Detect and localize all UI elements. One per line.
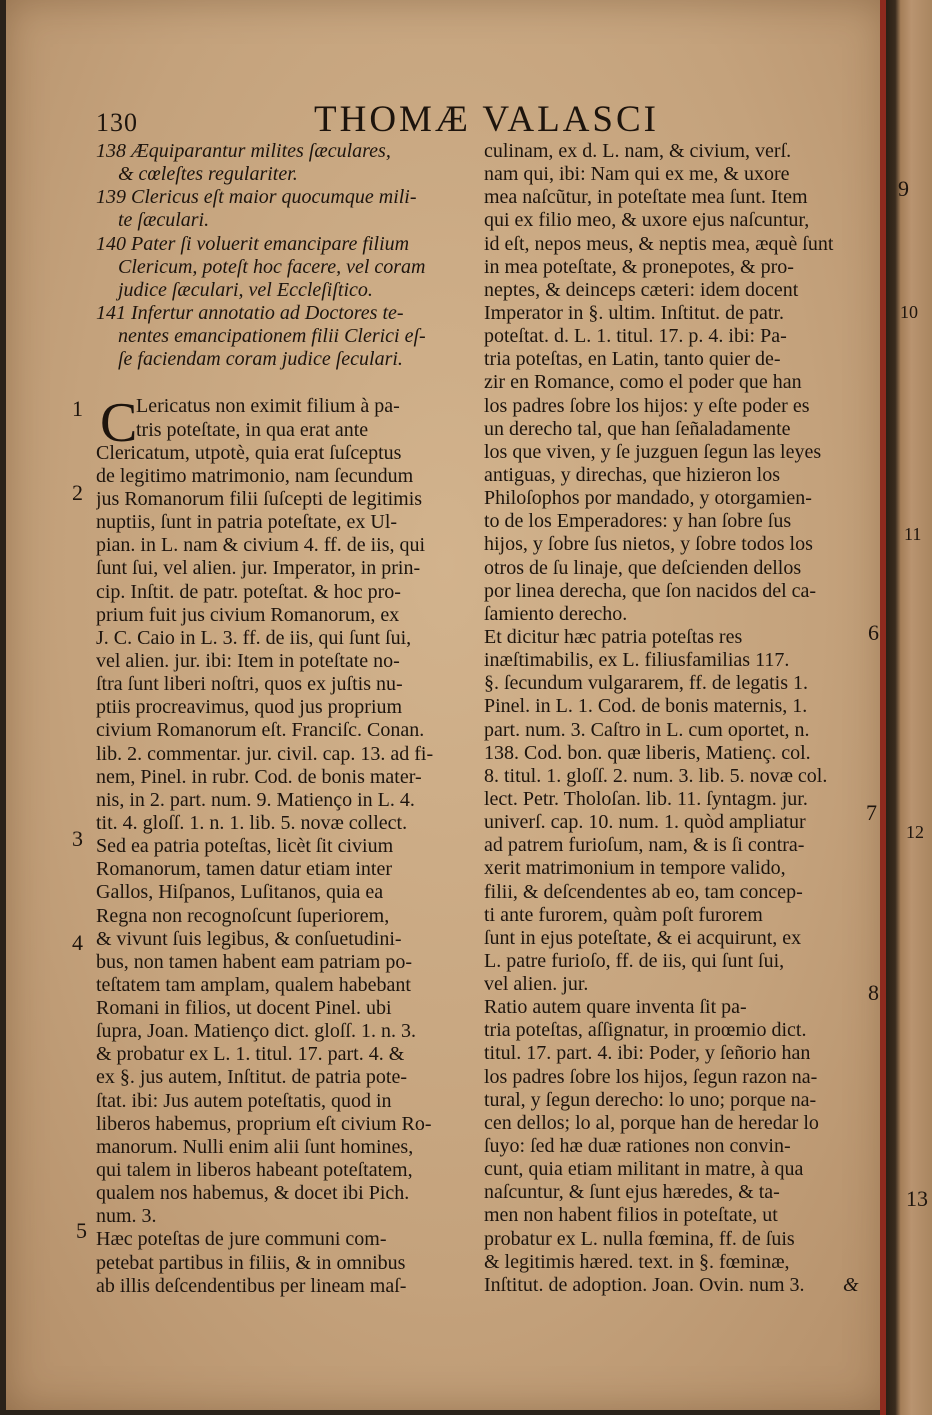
text-line: qui talem in liberos habeant poteſtatem,: [96, 1159, 413, 1182]
text-line: & vivunt ſuis legibus, & conſuetudini-: [96, 927, 402, 950]
text-line: inæſtimabilis, ex L. filiusfamilias 117.: [484, 649, 790, 672]
text-line: los que viven, y ſe juzguen ſegun las leyes: [484, 440, 822, 463]
summary-line: & cœleſtes regulariter.: [118, 163, 298, 186]
text-line: Romani in filios, ut docent Pinel. ubi: [96, 997, 392, 1020]
text-line: qualem nos habemus, & docet ibi Pich.: [96, 1182, 410, 1205]
margin-number: 9: [898, 176, 909, 201]
text-line: univerſ. cap. 10. num. 1. quòd ampliatur: [484, 811, 806, 834]
summary-line: 138 Æquiparantur milites ſæculares,: [96, 140, 391, 162]
text-line: ad patrem furioſum, nam, & is ſi contra-: [484, 834, 805, 857]
margin-number: 7: [866, 800, 877, 825]
margin-number: 8: [868, 980, 879, 1005]
text-line: ſtat. ibi: Jus autem poteſtatis, quod in: [96, 1089, 392, 1112]
text-line: tit. 4. gloſſ. 1. n. 1. lib. 5. novæ collect.: [96, 811, 408, 834]
text-line: ſtra ſunt liberi noſtri, quos ex juſtis nu-: [96, 673, 403, 696]
text-lines: [96, 442, 472, 1298]
text-line: J. C. Caio in L. 3. ff. de iis, qui ſunt ſui,: [96, 626, 412, 649]
text-line: Imperator in §. ultim. Inſtitut. de patr.: [484, 301, 784, 324]
text-line: Philoſophos por mandado, y otorgamien-: [484, 487, 812, 510]
margin-number: 2: [72, 480, 83, 505]
text-line: §. ſecundum vulgararem, ff. de legatis 1.: [484, 672, 808, 695]
summary-line: Clericum, poteſt hoc facere, vel coram: [118, 255, 426, 278]
page-number: 130: [96, 108, 138, 137]
text-line: probatur ex L. nulla fœmina, ff. de ſuis: [484, 1227, 795, 1250]
text-line: L. patre furioſo, ff. de iis, qui ſunt ſui,: [484, 949, 785, 972]
text-line: antiguas, y direchas, que hizieron los: [484, 463, 781, 486]
text-line: tria poteſtas, aſſignatur, in proœmio dict.: [484, 1019, 807, 1042]
text-line: culinam, ex d. L. nam, & civium, verſ.: [484, 140, 792, 162]
text-line: ti ante furorem, quàm poſt furorem: [484, 903, 763, 926]
text-line: Clericatum, utpotè, quia erat ſuſceptus: [96, 441, 402, 464]
body-text-left: [96, 392, 472, 1297]
text-line: Sed ea patria poteſtas, licèt ſit civium: [96, 835, 394, 858]
summary-line: 140 Pater ſi voluerit emancipare filium: [96, 232, 410, 255]
summary-line: judice ſæculari, vel Eccleſiſtico.: [118, 278, 373, 301]
text-line: nem, Pinel. in rubr. Cod. de bonis mater-: [96, 765, 422, 788]
text-line: otros de ſu linaje, que deſcienden dellos: [484, 556, 802, 579]
text-line: ſuyo: ſed hæ duæ rationes non convin-: [484, 1135, 791, 1158]
text-line: filii, & deſcendentes ab eo, tam concep-: [484, 880, 803, 903]
text-line: civium Romanorum eſt. Franciſc. Conan.: [96, 719, 425, 742]
margin-number: 1: [72, 396, 83, 421]
catchword: &: [843, 1274, 859, 1296]
text-line: tris poteſtate, in qua erat ante: [136, 418, 369, 441]
text-lines: [484, 140, 870, 1297]
text-line: ſamiento derecho.: [484, 602, 628, 625]
text-line: Romanorum, tamen datur etiam inter: [96, 858, 393, 881]
text-line: poteſtat. d. L. 1. titul. 17. p. 4. ibi: Pa-: [484, 325, 787, 348]
text-line: & probatur ex L. 1. titul. 17. part. 4. &: [96, 1043, 405, 1066]
page-header: [96, 100, 866, 140]
text-line: teſtatem tam amplam, qualem habebant: [96, 973, 411, 996]
margin-number: 13: [906, 1186, 928, 1211]
text-line: nuptiis, ſunt in patria poteſtate, ex Ul-: [96, 511, 398, 534]
text-line: naſcuntur, & ſunt ejus hæredes, & ta-: [484, 1181, 780, 1204]
text-line: cip. Inſtit. de patr. poteſtat. & hoc pro-: [96, 580, 401, 603]
text-line: Et dicitur hæc patria poteſtas res: [484, 625, 743, 648]
text-line: ab illis deſcendentibus per lineam maſ-: [96, 1274, 407, 1297]
text-line: to de los Emperadores: y han ſobre ſus: [484, 510, 792, 533]
text-line: Inſtitut. de adoption. Joan. Ovin. num 3.: [484, 1273, 805, 1296]
text-line: Lericatus non eximit filium à pa-: [136, 395, 400, 418]
margin-number: 4: [72, 930, 83, 955]
text-line: ſupra, Joan. Matienço dict. gloſſ. 1. n. 3.: [96, 1020, 416, 1043]
text-line: xerit matrimonium in tempore valido,: [484, 857, 786, 880]
text-line: 8. titul. 1. gloſſ. 2. num. 3. lib. 5. novæ col.: [484, 764, 828, 787]
text-line: de legitimo matrimonio, nam ſecundum: [96, 464, 414, 487]
text-line: petebat partibus in filiis, & in omnibus: [96, 1251, 406, 1274]
text-line: vel alien. jur.: [484, 973, 589, 996]
text-line: ſunt ſui, vel alien. jur. Imperator, in prin-: [96, 557, 421, 580]
text-line: por linea derecha, que ſon nacidos del ca-: [484, 579, 817, 602]
running-title: THOMÆ VALASCI: [314, 99, 659, 140]
margin-number: 12: [906, 822, 924, 842]
text-line: ſunt in ejus poteſtate, & ei acquirunt, ex: [484, 926, 802, 949]
text-line: lect. Petr. Tholoſan. lib. 11. ſyntagm. jur.: [484, 787, 808, 810]
margin-number: 10: [900, 302, 918, 322]
drop-cap: C: [100, 392, 138, 455]
right-column: [484, 140, 870, 1297]
margin-number: 3: [72, 826, 83, 851]
text-line: id eſt, nepos meus, & neptis mea, æquè ſunt: [484, 232, 834, 255]
margin-number: 11: [904, 524, 922, 544]
left-column: [96, 140, 472, 1298]
text-line: part. num. 3. Caſtro in L. cum oportet, n.: [484, 718, 810, 741]
text-line: ptiis procreavimus, quod jus proprium: [96, 696, 403, 719]
summary-line: te ſæculari.: [118, 209, 210, 232]
text-line: Ratio autem quare inventa ſit pa-: [484, 996, 747, 1019]
text-line: mea naſcũtur, in poteſtate mea ſunt. Item: [484, 186, 808, 209]
text-line: prium fuit jus civium Romanorum, ex: [96, 603, 400, 626]
text-line: cen dellos; lo al, porque han de heredar lo: [484, 1111, 819, 1134]
summary-line: ſe faciendam coram judice ſeculari.: [118, 348, 403, 371]
text-line: nam qui, ibi: Nam qui ex me, & uxore: [484, 163, 790, 186]
text-line: titul. 17. part. 4. ibi: Poder, y ſeñorio han: [484, 1042, 811, 1065]
text-line: in mea poteſtate, & pronepotes, & pro-: [484, 255, 794, 278]
text-line: los padres ſobre los hijos: y eſte poder es: [484, 394, 810, 417]
text-line: manorum. Nulli enim alii ſunt homines,: [96, 1135, 414, 1158]
text-line: los padres ſobre los hijos, ſegun razon na-: [484, 1065, 818, 1088]
text-line: & legitimis hæred. text. in §. fœminæ,: [484, 1250, 790, 1273]
text-line: hijos, y ſobre ſus nietos, y ſobre todos los: [484, 533, 813, 556]
text-line: men non habent filios in poteſtate, ut: [484, 1204, 778, 1227]
text-line: Pinel. in L. 1. Cod. de bonis maternis, 1.: [484, 695, 808, 718]
text-line: lib. 2. commentar. jur. civil. cap. 13. ad fi-: [96, 742, 434, 765]
text-line: tural, y ſegun derecho: lo uno; porque na-: [484, 1088, 817, 1111]
text-line: vel alien. jur. ibi: Item in poteſtate no-: [96, 649, 400, 672]
margin-number: 5: [76, 1218, 87, 1243]
summary-list: [96, 140, 472, 371]
text-line: neptes, & deinceps cæteri: idem docent: [484, 278, 799, 301]
text-line: zir en Romance, como el poder que han: [484, 371, 802, 394]
text-line: liberos habemus, proprium eſt civium Ro-: [96, 1112, 432, 1135]
text-line: Hæc poteſtas de jure communi com-: [96, 1228, 387, 1251]
text-line: pian. in L. nam & civium 4. ff. de iis, qui: [96, 534, 426, 557]
margin-number: 6: [868, 620, 879, 645]
text-line: jus Romanorum filii ſuſcepti de legitimis: [96, 487, 423, 510]
text-line: bus, non tamen habent eam patriam po-: [96, 950, 413, 973]
text-line: 138. Cod. bon. quæ liberis, Matienç. col.: [484, 741, 811, 764]
text-line: Regna non recognoſcunt ſuperiorem,: [96, 904, 390, 927]
text-line: nis, in 2. part. num. 9. Matienço in L. 4.: [96, 788, 415, 811]
text-line: num. 3.: [96, 1205, 157, 1228]
text-line: tria poteſtas, en Latin, tanto quier de-: [484, 348, 781, 371]
summary-line: 139 Clericus eſt maior quocumque mili-: [96, 186, 417, 209]
summary-line: nentes emancipationem filii Clerici eſ-: [118, 325, 426, 348]
text-line: cunt, quia etiam militant in matre, à qua: [484, 1158, 804, 1181]
text-line: qui ex filio meo, & uxore ejus naſcuntur,: [484, 209, 810, 232]
text-line: un derecho tal, que han ſeñaladamente: [484, 417, 791, 440]
text-line: ex §. jus autem, Inſtitut. de patria pote-: [96, 1066, 408, 1089]
summary-line: 141 Infertur annotatio ad Doctores te-: [96, 301, 404, 324]
text-line: Gallos, Hiſpanos, Luſitanos, quia ea: [96, 881, 384, 904]
